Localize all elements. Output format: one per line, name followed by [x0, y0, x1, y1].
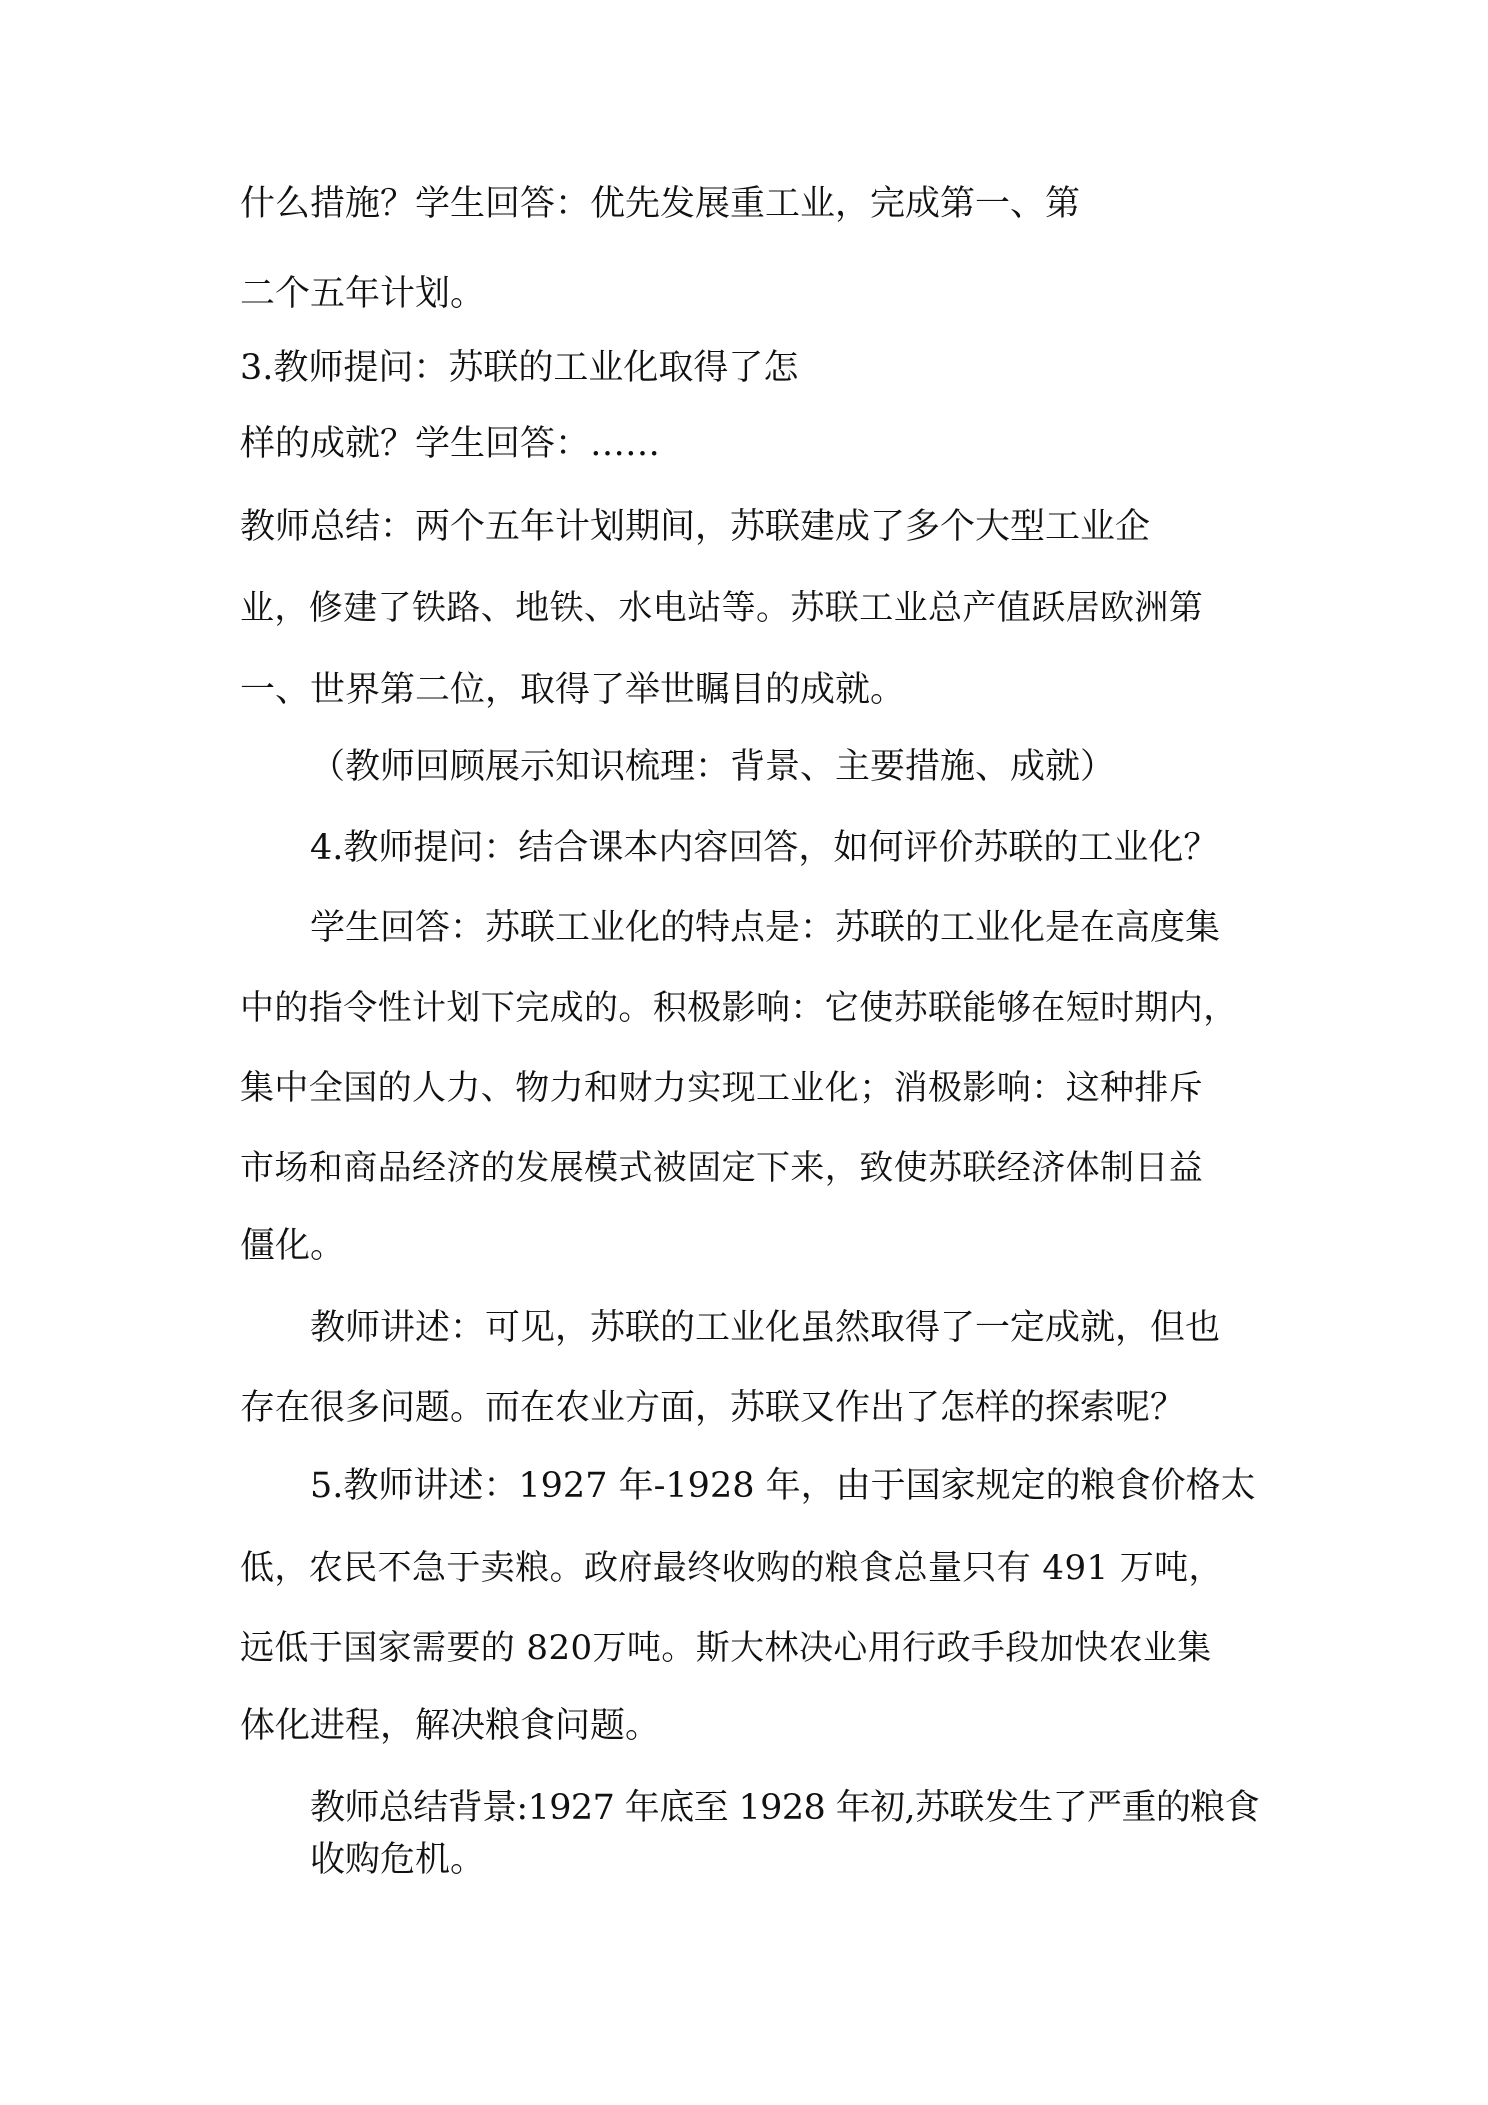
text-line-14: 僵化。: [240, 1226, 346, 1266]
text-line-1: 什么措施？学生回答：优先发展重工业，完成第一、第: [240, 184, 1081, 224]
text-line-7: 一、世界第二位，取得了举世瞩目的成就。: [240, 670, 906, 710]
text-line-11: 中的指令性计划下完成的。积极影响：它使苏联能够在短时期内，: [240, 988, 1238, 1028]
text-line-8: （教师回顾展示知识梳理：背景、主要措施、成就）: [310, 747, 1116, 787]
text-line-6: 业，修建了铁路、地铁、水电站等。苏联工业总产值跃居欧洲第: [240, 588, 1204, 628]
text-line-22: 收购危机。: [310, 1840, 486, 1880]
text-line-3: 3.教师提问：苏联的工业化取得了怎: [240, 348, 799, 388]
text-line-13: 市场和商品经济的发展模式被固定下来，致使苏联经济体制日益: [240, 1148, 1204, 1188]
text-line-18: 低，农民不急于卖粮。政府最终收购的粮食总量只有 491 万吨，: [240, 1548, 1223, 1588]
text-line-15: 教师讲述：可见，苏联的工业化虽然取得了一定成就，但也: [310, 1308, 1221, 1348]
text-line-16: 存在很多问题。而在农业方面，苏联又作出了怎样的探索呢？: [240, 1388, 1186, 1428]
text-line-5: 教师总结：两个五年计划期间，苏联建成了多个大型工业企: [240, 507, 1151, 547]
text-line-19: 远低于国家需要的 820万吨。斯大林决心用行政手段加快农业集: [240, 1628, 1212, 1668]
text-line-10: 学生回答：苏联工业化的特点是：苏联的工业化是在高度集: [310, 908, 1221, 948]
text-line-20: 体化进程，解决粮食问题。: [240, 1706, 661, 1746]
text-line-17: 5.教师讲述：1927 年-1928 年，由于国家规定的粮食价格太: [310, 1466, 1256, 1506]
text-line-4: 样的成就？学生回答：……: [240, 424, 661, 464]
text-line-21: 教师总结背景:1927 年底至 1928 年初,苏联发生了严重的粮食: [310, 1788, 1260, 1828]
text-line-9: 4.教师提问：结合课本内容回答，如何评价苏联的工业化？: [310, 828, 1219, 868]
text-line-12: 集中全国的人力、物力和财力实现工业化；消极影响：这种排斥: [240, 1068, 1204, 1108]
text-line-2: 二个五年计划。: [240, 274, 486, 314]
